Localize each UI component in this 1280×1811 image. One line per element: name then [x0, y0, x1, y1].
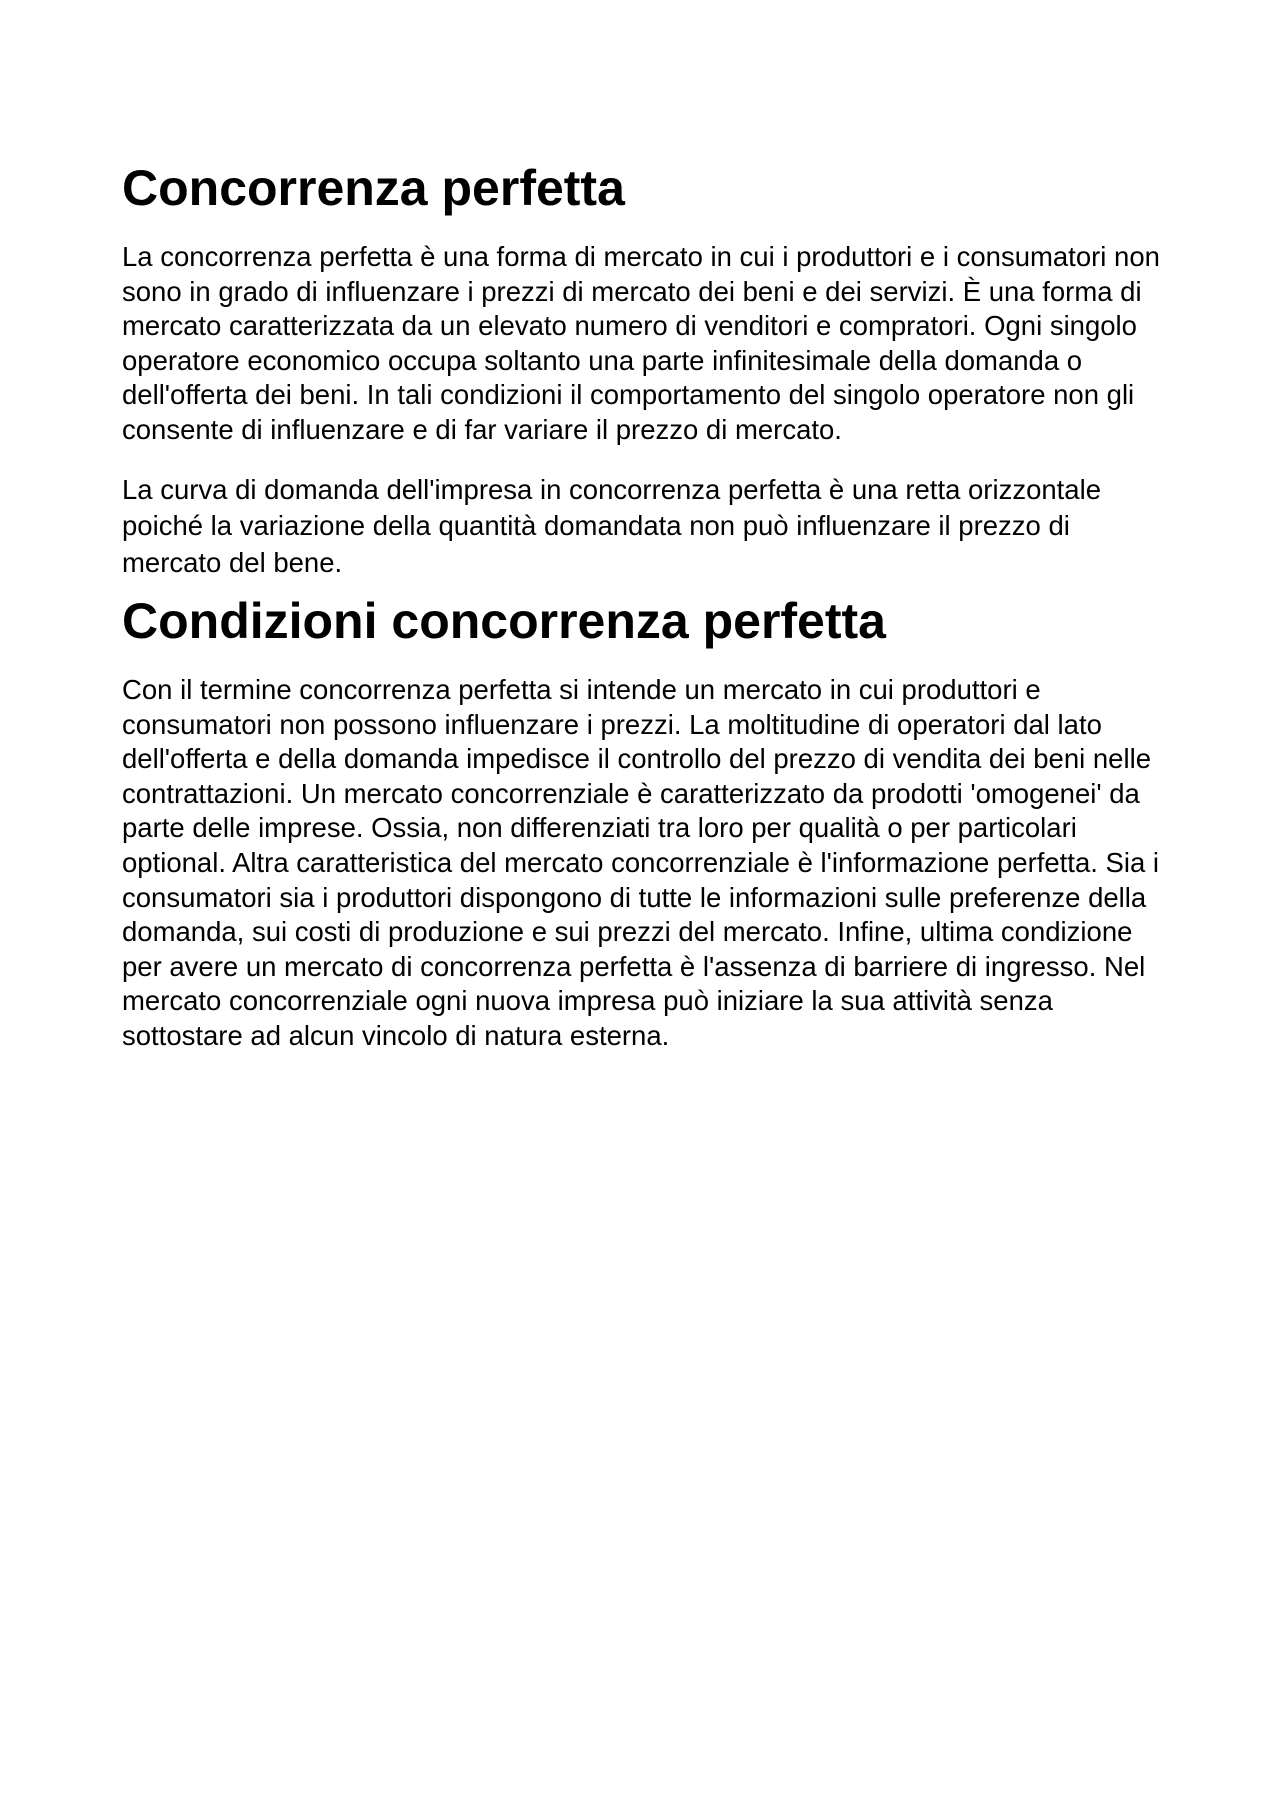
- section-heading: Condizioni concorrenza perfetta: [122, 593, 886, 650]
- section-paragraph: La curva di domanda dell'impresa in concorrenza perfetta è una retta orizzontale poiché la variazione della quantità domandata non può influenzare il prezzo di mercato del bene.: [122, 473, 1102, 578]
- section-concorrenza-perfetta: [122, 158, 1172, 581]
- section-condizioni-concorrenza-perfetta: [122, 591, 1172, 1054]
- section-paragraph: La concorrenza perfetta è una forma di mercato in cui i produttori e i consumatori non sono in grado di influenzare i prezzi di mercato dei beni e dei servizi. È una forma di mercato caratterizzata da un elevato numero di venditori e compratori. Ogni singolo operatore economico occupa soltanto una parte infinitesimale della domanda o dell'offerta dei beni. In tali condizioni il comportamento del singolo operatore non gli consente di influenzare e di far variare il prezzo di mercato.: [122, 241, 1160, 445]
- section-paragraph: Con il termine concorrenza perfetta si intende un mercato in cui produttori e consumatori non possono influenzare i prezzi. La moltitudine di operatori dal lato dell'offerta e della domanda impedisce il controllo del prezzo di vendita dei beni nelle contrattazioni. Un mercato concorrenziale è caratterizzato da prodotti 'omogenei' da parte delle imprese. Ossia, non differenziati tra loro per qualità o per particolari optional. Altra caratteristica del mercato concorrenziale è l'informazione perfetta. Sia i consumatori sia i produttori dispongono di tutte le informazioni sulle preferenze della domanda, sui costi di produzione e sui prezzi del mercato. Infine, ultima condizione per avere un mercato di concorrenza perfetta è l'assenza di barriere di ingresso. Nel mercato concorrenziale ogni nuova impresa può iniziare la sua attività senza sottostare ad alcun vincolo di natura esterna.: [122, 674, 1160, 1051]
- document-page: [122, 158, 1172, 1054]
- section-heading: Concorrenza perfetta: [122, 160, 625, 216]
